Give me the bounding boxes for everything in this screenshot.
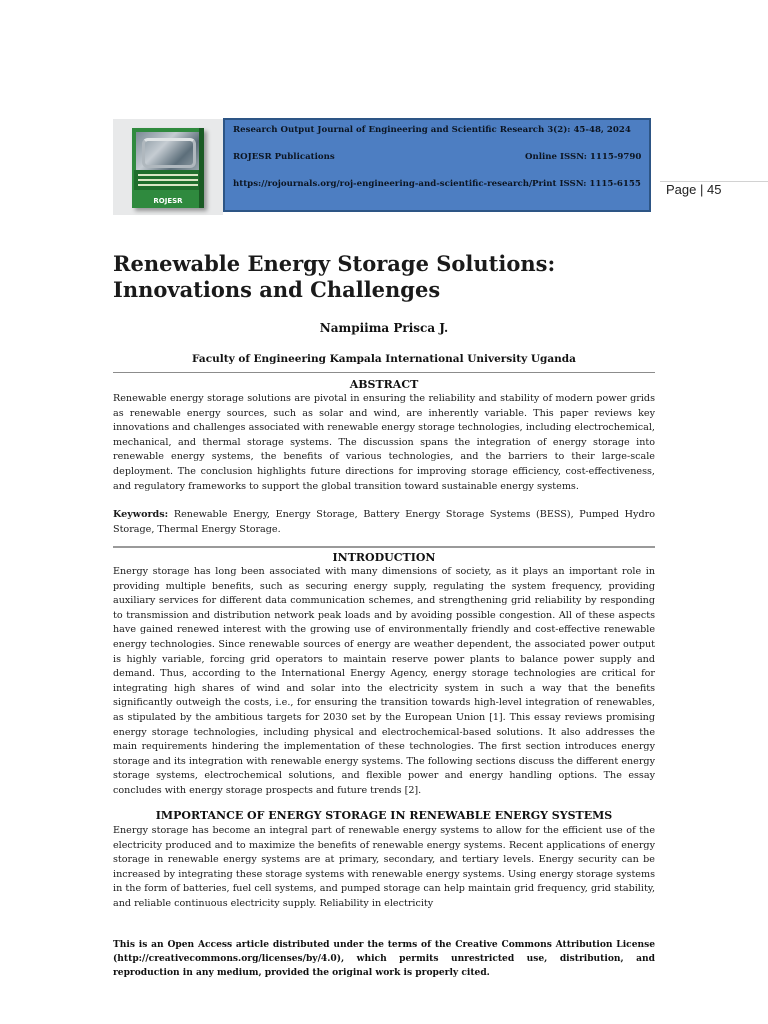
- cover-title-line: [138, 174, 198, 176]
- cover-label: ROJESR: [153, 197, 183, 205]
- introduction-text: Energy storage has long been associated with many dimensions of society, as it plays an important role in providing multiple benefits, such as securing energy supply, regulating the system frequency, providing auxiliary services for different data communication schemes, and strengthening grid reliability by responding to transmission and distribution network peak loads and by avoiding possible congestion. All of these aspects have gained renewed interest with the growing use of environmentally friendly and cost-effective renewable energy technologies. Since renewable sources of energy are weather dependent, the associated power output is highly variable, forcing grid operators to maintain reserve power plants to balance power supply and demand. Thus, according to the International Energy Agency, energy storage technologies are critical for integrating high shares of wind and solar into the electricity system in such a way that the benefits significantly outweigh the costs, i.e., for ensuring the transition towards high-level integration of renewables, as stipulated by the ambitious targets for 2030 set by the European Union [1]. This essay reviews promising energy storage technologies, including physical and electrochemical-based solutions. It also addresses the main requirements hindering the implementation of these technologies. The first section introduces energy storage and its integration with renewable energy systems. The following sections discuss the different energy storage systems, electrochemical solutions, and flexible power and energy handling options. The essay concludes with energy storage prospects and future trends [2].: [113, 566, 655, 796]
- abstract-text: Renewable energy storage solutions are pivotal in ensuring the reliability and stability of modern power grids as renewable energy sources, such as solar and wind, are inherently variable. This paper reviews key innovations and challenges associated with renewable energy storage technologies, including electrochemical, mechanical, and thermal storage systems. The discussion spans the integration of energy storage into renewable energy systems, the benefits of various technologies, and the barriers to their large-scale deployment. The conclusion highlights future directions for improving storage efficiency, cost-effectiveness, and regulatory frameworks to support the global transition toward sustainable energy systems.: [113, 393, 655, 492]
- keywords-list: Renewable Energy, Energy Storage, Battery Energy Storage Systems (BESS), Pumped Hydro Storage, Thermal Energy Storage.: [113, 509, 655, 535]
- cover-pipes-graphic: [142, 138, 196, 168]
- cover-title-line: [138, 184, 198, 186]
- introduction-heading: INTRODUCTION: [332, 551, 436, 564]
- importance-text: Energy storage has become an integral part of renewable energy systems to allow for the efficient use of the electricity produced and to maximize the benefits of renewable energy systems. Recent applications of energy storage in renewable energy systems are at primary, secondary, and tertiary levels. Energy security can be increased by integrating these storage systems with renewable energy systems. Using energy storage systems in the form of batteries, fuel cell systems, and pumped storage can help maintain grid frequency, grid stability, and reliable continuous electricity supply. Reliability in electricity: [113, 825, 655, 909]
- keywords-paragraph: [113, 508, 655, 537]
- journal-cover-book: [132, 128, 204, 208]
- keywords-label: Keywords:: [113, 509, 169, 520]
- journal-citation: Research Output Journal of Engineering and Scientific Research 3(2): 45-48, 2024: [233, 125, 631, 135]
- abstract-top-rule: [113, 372, 655, 373]
- author-name: Nampiima Prisca J.: [319, 321, 449, 335]
- publisher-name: ROJESR Publications: [233, 152, 335, 162]
- license-footer: This is an Open Access article distributed under the terms of the Creative Commons Attribution License (http://creativecommons.org/licenses/by/4.0), which permits unrestricted use, distribution, and reproduction in any medium, provided the original work is properly cited.: [113, 939, 655, 978]
- paper-title: Renewable Energy Storage Solutions: Innovations and Challenges: [113, 251, 556, 302]
- print-issn: Print ISSN: 1115-6155: [532, 179, 641, 189]
- author-affiliation: Faculty of Engineering Kampala International University Uganda: [192, 353, 576, 365]
- cover-spine: [199, 128, 204, 208]
- introduction-top-rule: [113, 546, 655, 548]
- importance-heading: IMPORTANCE OF ENERGY STORAGE IN RENEWABLE ENERGY SYSTEMS: [155, 809, 613, 822]
- journal-url-link[interactable]: https://rojournals.org/roj-engineering-and-scientific-research/: [233, 179, 533, 189]
- online-issn: Online ISSN: 1115-9790: [525, 152, 642, 162]
- abstract-heading: ABSTRACT: [349, 378, 419, 391]
- page-number: Page | 45: [666, 182, 722, 197]
- cover-title-line: [138, 179, 198, 181]
